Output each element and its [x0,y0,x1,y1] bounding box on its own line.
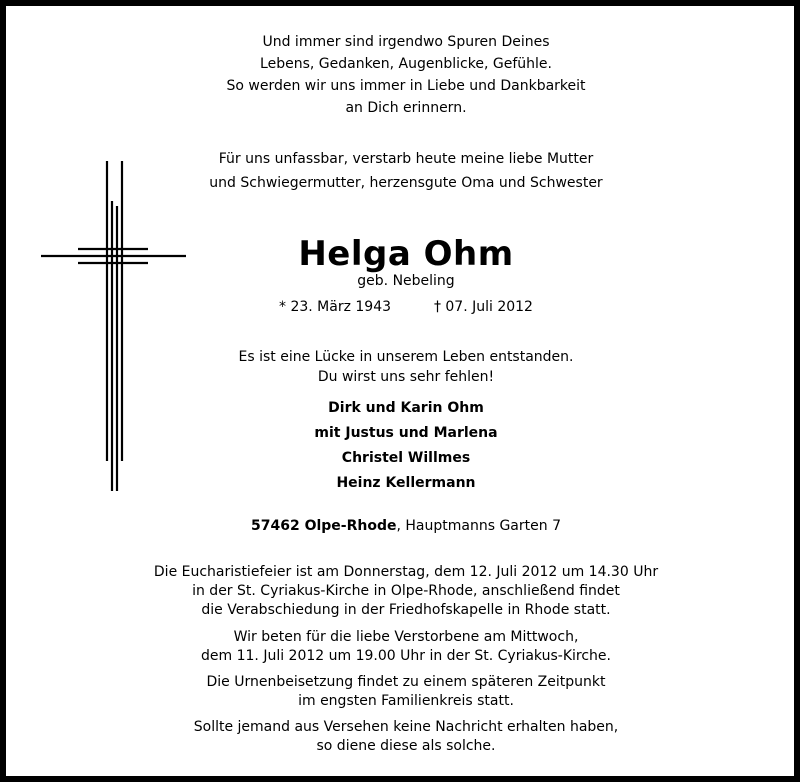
address-street: , Hauptmanns Garten 7 [396,518,561,534]
birth-date: * 23. März 1943 [279,299,392,315]
urn-line: Die Urnenbeisetzung findet zu einem späteren Zeitpunkt [206,674,606,690]
poem-line: Lebens, Gedanken, Augenblicke, Gefühle. [260,56,552,72]
deceased-name: Helga Ohm [298,234,514,274]
urn-line: im engsten Familienkreis statt. [298,693,514,709]
service-line: die Verabschiedung in der Friedhofskapelle in Rhode statt. [201,602,611,618]
closing-line: so diene diese als solche. [316,738,496,754]
mourner-name: Heinz Kellermann [336,475,476,491]
mourner-name: Dirk und Karin Ohm [328,400,484,416]
address [6,516,800,537]
mourner-name: Christel Willmes [341,450,471,466]
service-line: Die Eucharistiefeier ist am Donnerstag, dem 12. Juli 2012 um 14.30 Uhr [153,564,659,580]
intro-line: Für uns unfassbar, verstarb heute meine liebe Mutter [218,151,594,167]
intro-line: und Schwiegermutter, herzensgute Oma und Schwester [209,175,603,191]
death-date: † 07. Juli 2012 [433,299,533,315]
mourner-name: mit Justus und Marlena [314,425,498,441]
address-city: 57462 Olpe-Rhode [251,518,397,534]
closing-line: Sollte jemand aus Versehen keine Nachricht erhalten haben, [193,719,619,735]
poem-line: Und immer sind irgendwo Spuren Deines [262,34,550,50]
service-line: in der St. Cyriakus-Kirche in Olpe-Rhode, anschließend findet [192,583,620,599]
message-line: Du wirst uns sehr fehlen! [317,369,495,385]
dates-row [6,297,800,318]
poem-line: So werden wir uns immer in Liebe und Dankbarkeit [226,78,586,94]
poem-line: an Dich erinnern. [345,100,467,116]
prayer-line: Wir beten für die liebe Verstorbene am Mittwoch, [233,629,579,645]
prayer-line: dem 11. Juli 2012 um 19.00 Uhr in der St. Cyriakus-Kirche. [201,648,611,664]
message-line: Es ist eine Lücke in unserem Leben entstanden. [238,349,574,365]
maiden-name: geb. Nebeling [357,273,455,289]
